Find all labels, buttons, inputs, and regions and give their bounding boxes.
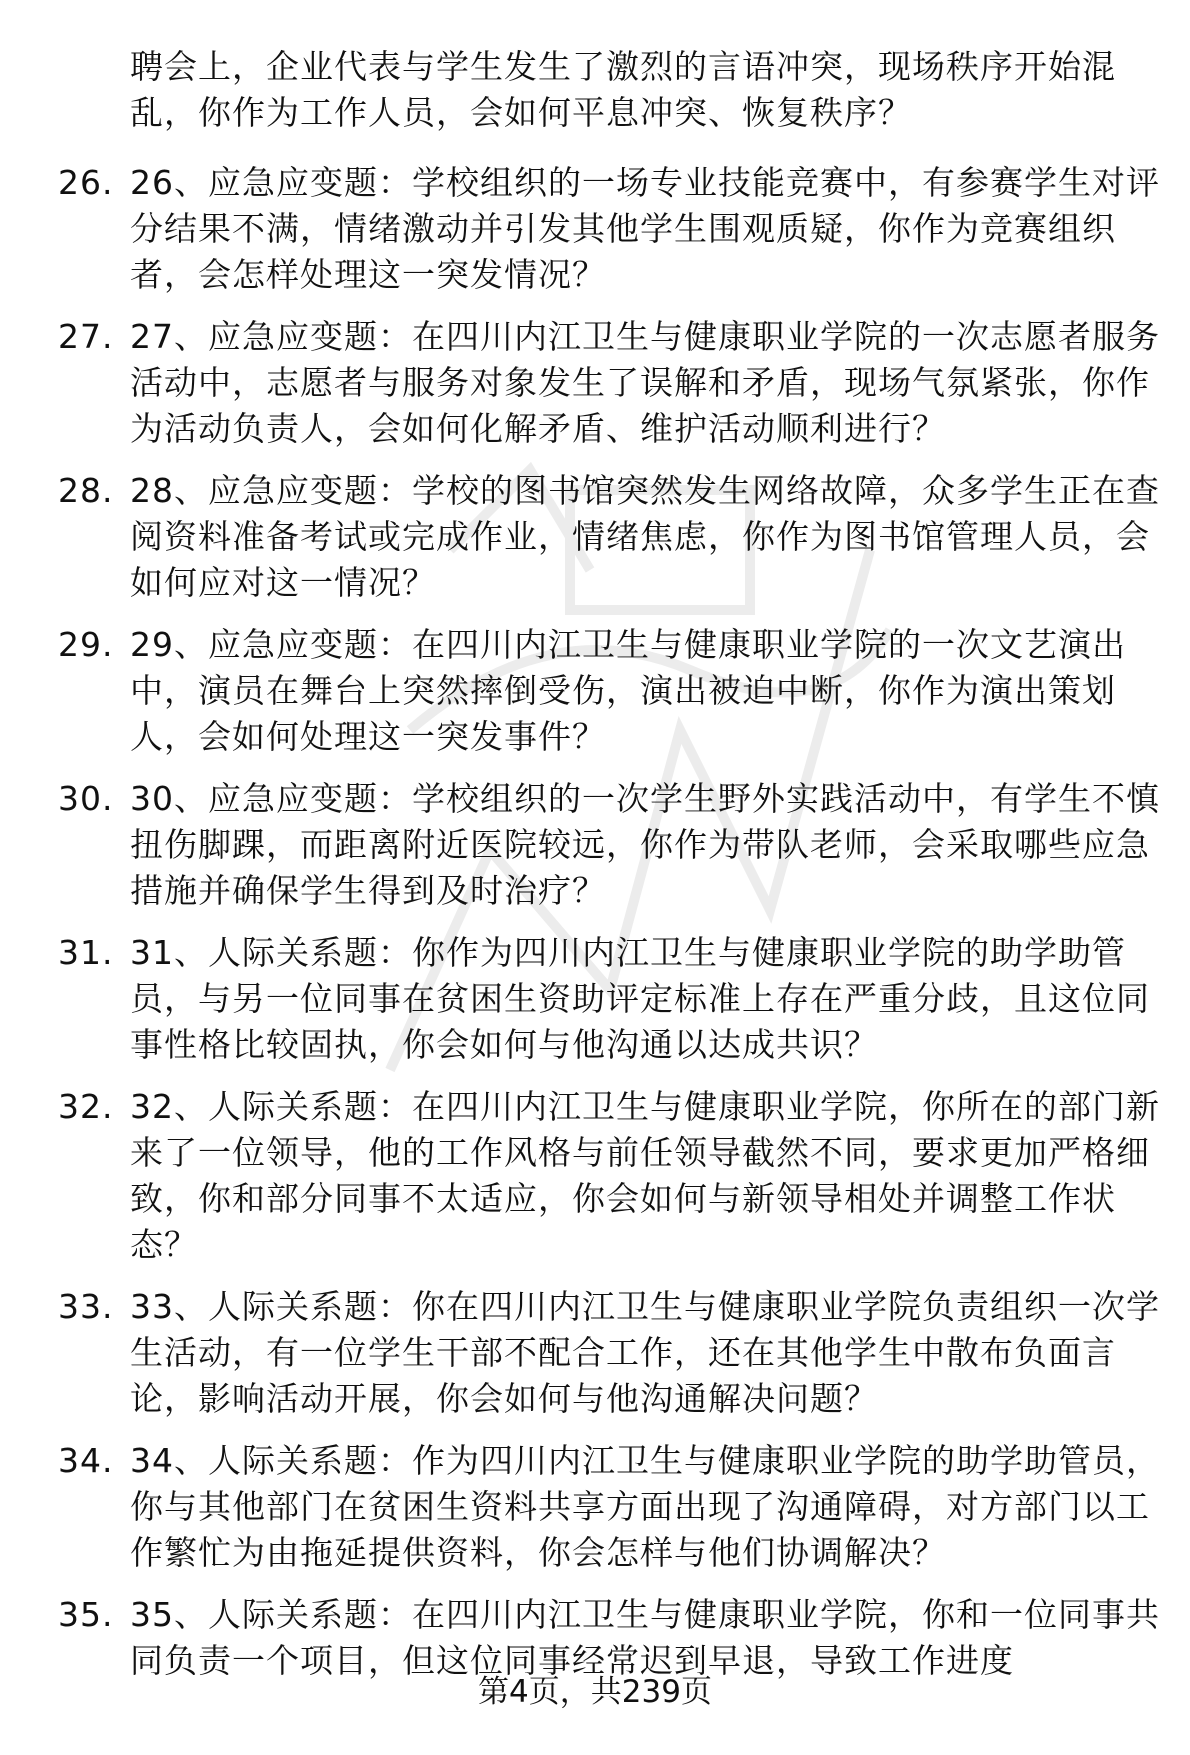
question-number: 26. xyxy=(58,163,114,202)
question-text: 30、应急应变题：学校组织的一次学生野外实践活动中，有学生不慎扭伤脚踝，而距离附近医院较远，你作为带队老师，会采取哪些应急措施并确保学生得到及时治疗？ xyxy=(130,779,1160,910)
question-text: 26、应急应变题：学校组织的一场专业技能竞赛中，有参赛学生对评分结果不满，情绪激动并引发其他学生围观质疑，你作为竞赛组织者，会怎样处理这一突发情况？ xyxy=(130,163,1160,294)
question-item xyxy=(0,1592,1160,1684)
question-list xyxy=(0,160,1190,1700)
question-number: 31. xyxy=(58,933,114,972)
continued-question-text: 聘会上，企业代表与学生发生了激烈的言语冲突，现场秩序开始混乱，你作为工作人员，会如何平息冲突、恢复秩序？ xyxy=(130,47,1116,132)
question-item xyxy=(0,314,1160,452)
question-number: 29. xyxy=(58,625,114,664)
question-number: 32. xyxy=(58,1087,114,1126)
question-item xyxy=(0,776,1160,914)
question-text: 32、人际关系题：在四川内江卫生与健康职业学院，你所在的部门新来了一位领导，他的工作风格与前任领导截然不同，要求更加严格细致，你和部分同事不太适应，你会如何与新领导相处并调整工作状态？ xyxy=(130,1087,1160,1264)
question-text: 27、应急应变题：在四川内江卫生与健康职业学院的一次志愿者服务活动中，志愿者与服务对象发生了误解和矛盾，现场气氛紧张，你作为活动负责人，会如何化解矛盾、维护活动顺利进行？ xyxy=(130,317,1160,448)
question-text: 33、人际关系题：你在四川内江卫生与健康职业学院负责组织一次学生活动，有一位学生干部不配合工作，还在其他学生中散布负面言论，影响活动开展，你会如何与他沟通解决问题？ xyxy=(130,1287,1160,1418)
question-item xyxy=(0,930,1160,1068)
question-number: 35. xyxy=(58,1595,114,1634)
question-number: 28. xyxy=(58,471,114,510)
question-item xyxy=(0,468,1160,606)
question-number: 30. xyxy=(58,779,114,818)
question-item xyxy=(0,622,1160,760)
question-text: 35、人际关系题：在四川内江卫生与健康职业学院，你和一位同事共同负责一个项目，但这位同事经常迟到早退，导致工作进度 xyxy=(130,1595,1160,1680)
question-item xyxy=(0,1084,1160,1268)
page-footer: 第4页，共239页 xyxy=(478,1674,712,1710)
question-number: 27. xyxy=(58,317,114,356)
question-number: 34. xyxy=(58,1441,114,1480)
question-text: 29、应急应变题：在四川内江卫生与健康职业学院的一次文艺演出中，演员在舞台上突然摔倒受伤，演出被迫中断，你作为演出策划人，会如何处理这一突发事件？ xyxy=(130,625,1126,756)
question-text: 31、人际关系题：你作为四川内江卫生与健康职业学院的助学助管员，与另一位同事在贫困生资助评定标准上存在严重分歧，且这位同事性格比较固执，你会如何与他沟通以达成共识？ xyxy=(130,933,1150,1064)
question-item xyxy=(0,1438,1160,1576)
question-number: 33. xyxy=(58,1287,114,1326)
question-text: 28、应急应变题：学校的图书馆突然发生网络故障，众多学生正在查阅资料准备考试或完成作业，情绪焦虑，你作为图书馆管理人员，会如何应对这一情况？ xyxy=(130,471,1160,602)
question-text: 34、人际关系题：作为四川内江卫生与健康职业学院的助学助管员，你与其他部门在贫困生资料共享方面出现了沟通障碍，对方部门以工作繁忙为由拖延提供资料，你会怎样与他们协调解决？ xyxy=(130,1441,1160,1572)
question-item xyxy=(0,1284,1160,1422)
question-item xyxy=(0,160,1160,298)
